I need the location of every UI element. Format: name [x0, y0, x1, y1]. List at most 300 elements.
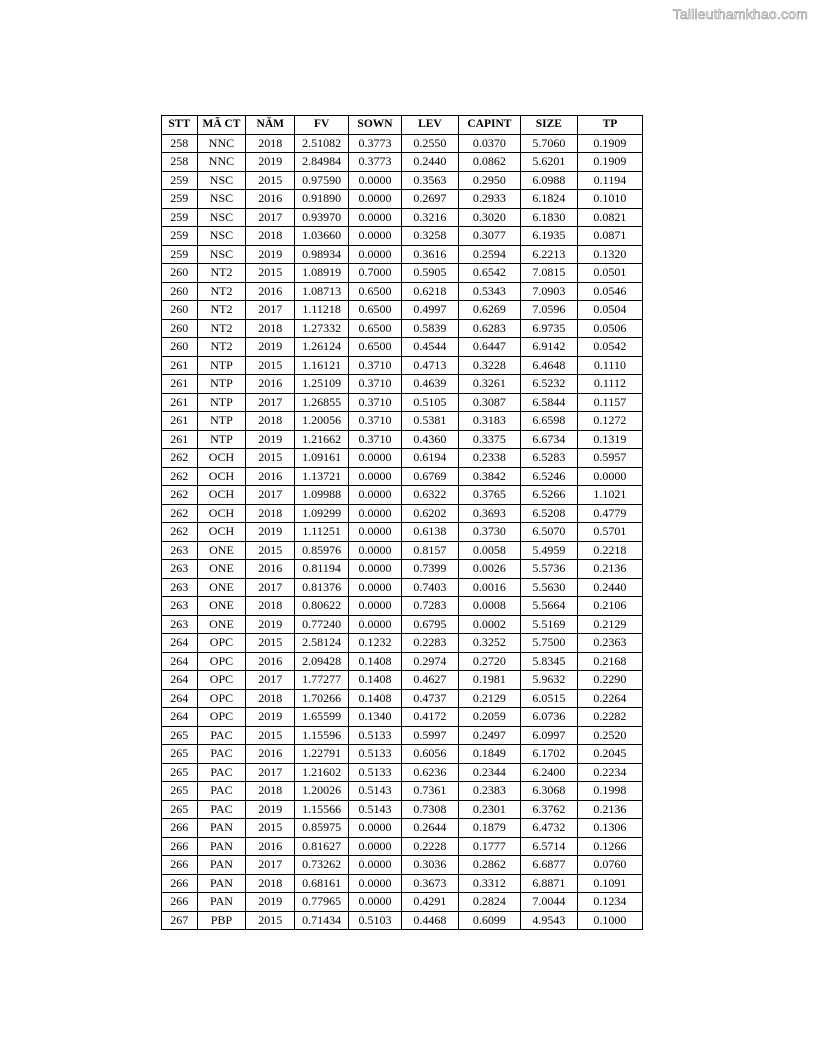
- sown-cell: 0.0000: [349, 171, 402, 190]
- nam-cell: 2016: [246, 190, 295, 209]
- sown-cell: 0.0000: [349, 837, 402, 856]
- lev-cell: 0.6202: [401, 504, 458, 523]
- nam-cell: 2017: [246, 301, 295, 320]
- stt-cell: 262: [162, 486, 198, 505]
- tp-cell: 0.2282: [577, 708, 642, 727]
- sown-cell: 0.5143: [349, 782, 402, 801]
- fv-cell: 1.77277: [295, 671, 349, 690]
- tp-cell: 0.1110: [577, 356, 642, 375]
- table-row: [162, 227, 643, 246]
- fv-cell: 1.09988: [295, 486, 349, 505]
- nam-cell: 2016: [246, 375, 295, 394]
- stt-cell: 261: [162, 430, 198, 449]
- tp-cell: 0.2520: [577, 726, 642, 745]
- lev-cell: 0.6056: [401, 745, 458, 764]
- capint-cell: 0.0058: [458, 541, 520, 560]
- stt-cell: 265: [162, 782, 198, 801]
- table-row: [162, 319, 643, 338]
- sown-cell: 0.1408: [349, 652, 402, 671]
- ma-ct-cell: ONE: [197, 541, 246, 560]
- size-cell: 6.5246: [520, 467, 577, 486]
- nam-cell: 2015: [246, 541, 295, 560]
- nam-cell: 2017: [246, 671, 295, 690]
- fv-cell: 2.84984: [295, 153, 349, 172]
- stt-cell: 260: [162, 319, 198, 338]
- capint-cell: 0.1879: [458, 819, 520, 838]
- sown-cell: 0.0000: [349, 486, 402, 505]
- tp-cell: 0.1998: [577, 782, 642, 801]
- capint-cell: 0.3252: [458, 634, 520, 653]
- size-cell: 6.2213: [520, 245, 577, 264]
- tp-cell: 0.0504: [577, 301, 642, 320]
- tp-cell: 0.0871: [577, 227, 642, 246]
- table-row: [162, 615, 643, 634]
- size-cell: 6.2400: [520, 763, 577, 782]
- fv-cell: 0.77965: [295, 893, 349, 912]
- lev-cell: 0.5105: [401, 393, 458, 412]
- tp-cell: 0.2106: [577, 597, 642, 616]
- tp-cell: 0.2234: [577, 763, 642, 782]
- tp-cell: 0.1320: [577, 245, 642, 264]
- fv-cell: 1.15566: [295, 800, 349, 819]
- capint-cell: 0.3087: [458, 393, 520, 412]
- stt-cell: 266: [162, 856, 198, 875]
- lev-cell: 0.4291: [401, 893, 458, 912]
- ma-ct-cell: ONE: [197, 597, 246, 616]
- sown-cell: 0.5133: [349, 763, 402, 782]
- size-cell: 5.6201: [520, 153, 577, 172]
- capint-cell: 0.2933: [458, 190, 520, 209]
- capint-cell: 0.2301: [458, 800, 520, 819]
- ma-ct-cell: NTP: [197, 430, 246, 449]
- sown-cell: 0.1232: [349, 634, 402, 653]
- nam-cell: 2015: [246, 171, 295, 190]
- sown-cell: 0.1340: [349, 708, 402, 727]
- size-cell: 6.0736: [520, 708, 577, 727]
- tp-cell: 0.1319: [577, 430, 642, 449]
- stt-cell: 261: [162, 375, 198, 394]
- size-cell: 6.4732: [520, 819, 577, 838]
- fv-cell: 0.80622: [295, 597, 349, 616]
- lev-cell: 0.2697: [401, 190, 458, 209]
- tp-cell: 0.2440: [577, 578, 642, 597]
- table-row: [162, 245, 643, 264]
- ma-ct-cell: PAC: [197, 745, 246, 764]
- fv-cell: 0.77240: [295, 615, 349, 634]
- ma-ct-cell: OCH: [197, 449, 246, 468]
- stt-cell: 261: [162, 393, 198, 412]
- stt-cell: 259: [162, 208, 198, 227]
- tp-cell: 0.0506: [577, 319, 642, 338]
- ma-ct-cell: NT2: [197, 282, 246, 301]
- sown-cell: 0.0000: [349, 541, 402, 560]
- nam-cell: 2019: [246, 708, 295, 727]
- capint-cell: 0.1777: [458, 837, 520, 856]
- ma-ct-cell: ONE: [197, 578, 246, 597]
- nam-cell: 2015: [246, 634, 295, 653]
- tp-cell: 0.5957: [577, 449, 642, 468]
- nam-cell: 2015: [246, 819, 295, 838]
- lev-cell: 0.7283: [401, 597, 458, 616]
- lev-cell: 0.5905: [401, 264, 458, 283]
- nam-cell: 2017: [246, 856, 295, 875]
- lev-cell: 0.4737: [401, 689, 458, 708]
- table-row: [162, 301, 643, 320]
- size-cell: 6.0997: [520, 726, 577, 745]
- lev-cell: 0.3563: [401, 171, 458, 190]
- ma-ct-cell: PAN: [197, 893, 246, 912]
- fv-cell: 1.20056: [295, 412, 349, 431]
- lev-cell: 0.6322: [401, 486, 458, 505]
- capint-cell: 0.0862: [458, 153, 520, 172]
- tp-cell: 0.0546: [577, 282, 642, 301]
- capint-cell: 0.3312: [458, 874, 520, 893]
- ma-ct-cell: NTP: [197, 375, 246, 394]
- sown-cell: 0.3710: [349, 356, 402, 375]
- capint-cell: 0.2497: [458, 726, 520, 745]
- lev-cell: 0.7403: [401, 578, 458, 597]
- table-row: [162, 745, 643, 764]
- table-row: [162, 874, 643, 893]
- table-row: [162, 689, 643, 708]
- tp-cell: 0.2045: [577, 745, 642, 764]
- size-cell: 6.1935: [520, 227, 577, 246]
- ma-ct-cell: PAN: [197, 874, 246, 893]
- fv-cell: 1.09299: [295, 504, 349, 523]
- size-cell: 4.9543: [520, 911, 577, 930]
- fv-cell: 1.65599: [295, 708, 349, 727]
- tp-cell: 0.2136: [577, 560, 642, 579]
- stt-cell: 258: [162, 134, 198, 153]
- tp-cell: 0.4779: [577, 504, 642, 523]
- lev-cell: 0.7361: [401, 782, 458, 801]
- table-row: [162, 560, 643, 579]
- stt-cell: 260: [162, 282, 198, 301]
- header-nam: NĂM: [246, 116, 295, 135]
- ma-ct-cell: PAC: [197, 726, 246, 745]
- table-row: [162, 467, 643, 486]
- stt-cell: 263: [162, 597, 198, 616]
- table-row: [162, 819, 643, 838]
- stt-cell: 260: [162, 301, 198, 320]
- lev-cell: 0.5839: [401, 319, 458, 338]
- sown-cell: 0.0000: [349, 560, 402, 579]
- fv-cell: 0.85976: [295, 541, 349, 560]
- fv-cell: 1.16121: [295, 356, 349, 375]
- size-cell: 5.5736: [520, 560, 577, 579]
- sown-cell: 0.0000: [349, 208, 402, 227]
- lev-cell: 0.3216: [401, 208, 458, 227]
- nam-cell: 2015: [246, 264, 295, 283]
- sown-cell: 0.3773: [349, 153, 402, 172]
- size-cell: 6.5208: [520, 504, 577, 523]
- tp-cell: 0.2290: [577, 671, 642, 690]
- capint-cell: 0.0002: [458, 615, 520, 634]
- table-row: [162, 282, 643, 301]
- table-row: [162, 597, 643, 616]
- fv-cell: 1.21602: [295, 763, 349, 782]
- tp-cell: 0.1112: [577, 375, 642, 394]
- tp-cell: 0.1234: [577, 893, 642, 912]
- ma-ct-cell: OPC: [197, 634, 246, 653]
- nam-cell: 2018: [246, 227, 295, 246]
- nam-cell: 2019: [246, 338, 295, 357]
- capint-cell: 0.3228: [458, 356, 520, 375]
- ma-ct-cell: OCH: [197, 523, 246, 542]
- capint-cell: 0.2129: [458, 689, 520, 708]
- lev-cell: 0.4639: [401, 375, 458, 394]
- sown-cell: 0.0000: [349, 523, 402, 542]
- capint-cell: 0.6283: [458, 319, 520, 338]
- lev-cell: 0.3258: [401, 227, 458, 246]
- sown-cell: 0.6500: [349, 319, 402, 338]
- capint-cell: 0.2862: [458, 856, 520, 875]
- table-row: [162, 153, 643, 172]
- lev-cell: 0.2644: [401, 819, 458, 838]
- fv-cell: 2.09428: [295, 652, 349, 671]
- size-cell: 5.9632: [520, 671, 577, 690]
- ma-ct-cell: PAC: [197, 800, 246, 819]
- size-cell: 6.3762: [520, 800, 577, 819]
- capint-cell: 0.2338: [458, 449, 520, 468]
- table-row: [162, 208, 643, 227]
- ma-ct-cell: PBP: [197, 911, 246, 930]
- nam-cell: 2017: [246, 393, 295, 412]
- table-row: [162, 782, 643, 801]
- table-row: [162, 412, 643, 431]
- ma-ct-cell: NT2: [197, 264, 246, 283]
- stt-cell: 263: [162, 578, 198, 597]
- ma-ct-cell: PAC: [197, 782, 246, 801]
- ma-ct-cell: OPC: [197, 689, 246, 708]
- lev-cell: 0.2550: [401, 134, 458, 153]
- nam-cell: 2019: [246, 153, 295, 172]
- table-row: [162, 578, 643, 597]
- lev-cell: 0.6236: [401, 763, 458, 782]
- sown-cell: 0.6500: [349, 301, 402, 320]
- tp-cell: 0.1000: [577, 911, 642, 930]
- stt-cell: 264: [162, 652, 198, 671]
- capint-cell: 0.0008: [458, 597, 520, 616]
- table-row: [162, 652, 643, 671]
- stt-cell: 264: [162, 708, 198, 727]
- table-row: [162, 837, 643, 856]
- sown-cell: 0.0000: [349, 893, 402, 912]
- table-row: [162, 171, 643, 190]
- lev-cell: 0.4997: [401, 301, 458, 320]
- tp-cell: 0.1306: [577, 819, 642, 838]
- lev-cell: 0.5997: [401, 726, 458, 745]
- stt-cell: 265: [162, 800, 198, 819]
- ma-ct-cell: NNC: [197, 134, 246, 153]
- capint-cell: 0.2059: [458, 708, 520, 727]
- sown-cell: 0.5103: [349, 911, 402, 930]
- table-row: [162, 523, 643, 542]
- capint-cell: 0.3020: [458, 208, 520, 227]
- tp-cell: 0.1091: [577, 874, 642, 893]
- size-cell: 6.4648: [520, 356, 577, 375]
- size-cell: 6.6734: [520, 430, 577, 449]
- size-cell: 5.5169: [520, 615, 577, 634]
- tp-cell: 0.1272: [577, 412, 642, 431]
- size-cell: 5.7060: [520, 134, 577, 153]
- table-row: [162, 671, 643, 690]
- nam-cell: 2015: [246, 356, 295, 375]
- capint-cell: 0.0016: [458, 578, 520, 597]
- sown-cell: 0.0000: [349, 245, 402, 264]
- nam-cell: 2019: [246, 800, 295, 819]
- size-cell: 7.0903: [520, 282, 577, 301]
- nam-cell: 2016: [246, 745, 295, 764]
- table-row: [162, 264, 643, 283]
- fv-cell: 0.81194: [295, 560, 349, 579]
- stt-cell: 263: [162, 541, 198, 560]
- size-cell: 5.5664: [520, 597, 577, 616]
- table-row: [162, 486, 643, 505]
- fv-cell: 0.81627: [295, 837, 349, 856]
- table-row: [162, 338, 643, 357]
- size-cell: 6.6877: [520, 856, 577, 875]
- sown-cell: 0.5133: [349, 726, 402, 745]
- table-header-row: [162, 116, 643, 135]
- size-cell: 6.0515: [520, 689, 577, 708]
- ma-ct-cell: ONE: [197, 615, 246, 634]
- header-stt: STT: [162, 116, 198, 135]
- fv-cell: 1.25109: [295, 375, 349, 394]
- stt-cell: 261: [162, 412, 198, 431]
- sown-cell: 0.0000: [349, 190, 402, 209]
- size-cell: 6.1830: [520, 208, 577, 227]
- size-cell: 6.1702: [520, 745, 577, 764]
- sown-cell: 0.5143: [349, 800, 402, 819]
- size-cell: 6.5266: [520, 486, 577, 505]
- stt-cell: 264: [162, 689, 198, 708]
- size-cell: 6.5232: [520, 375, 577, 394]
- fv-cell: 2.58124: [295, 634, 349, 653]
- fv-cell: 1.13721: [295, 467, 349, 486]
- tp-cell: 0.2168: [577, 652, 642, 671]
- lev-cell: 0.4713: [401, 356, 458, 375]
- table-row: [162, 356, 643, 375]
- fv-cell: 0.68161: [295, 874, 349, 893]
- sown-cell: 0.0000: [349, 819, 402, 838]
- table-body: [162, 134, 643, 930]
- stt-cell: 259: [162, 227, 198, 246]
- table-row: [162, 375, 643, 394]
- ma-ct-cell: ONE: [197, 560, 246, 579]
- stt-cell: 259: [162, 190, 198, 209]
- fv-cell: 1.15596: [295, 726, 349, 745]
- lev-cell: 0.2440: [401, 153, 458, 172]
- stt-cell: 262: [162, 467, 198, 486]
- header-tp: TP: [577, 116, 642, 135]
- header-size: SIZE: [520, 116, 577, 135]
- sown-cell: 0.6500: [349, 282, 402, 301]
- size-cell: 6.6598: [520, 412, 577, 431]
- nam-cell: 2018: [246, 689, 295, 708]
- stt-cell: 258: [162, 153, 198, 172]
- nam-cell: 2018: [246, 504, 295, 523]
- stt-cell: 260: [162, 338, 198, 357]
- tp-cell: 0.5701: [577, 523, 642, 542]
- ma-ct-cell: OPC: [197, 652, 246, 671]
- ma-ct-cell: OCH: [197, 467, 246, 486]
- nam-cell: 2017: [246, 208, 295, 227]
- stt-cell: 259: [162, 171, 198, 190]
- capint-cell: 0.2344: [458, 763, 520, 782]
- nam-cell: 2015: [246, 911, 295, 930]
- ma-ct-cell: PAN: [197, 837, 246, 856]
- fv-cell: 0.73262: [295, 856, 349, 875]
- lev-cell: 0.6194: [401, 449, 458, 468]
- capint-cell: 0.3375: [458, 430, 520, 449]
- size-cell: 7.0044: [520, 893, 577, 912]
- tp-cell: 0.2363: [577, 634, 642, 653]
- sown-cell: 0.6500: [349, 338, 402, 357]
- capint-cell: 0.1849: [458, 745, 520, 764]
- fv-cell: 1.26124: [295, 338, 349, 357]
- capint-cell: 0.0026: [458, 560, 520, 579]
- stt-cell: 266: [162, 874, 198, 893]
- size-cell: 6.1824: [520, 190, 577, 209]
- lev-cell: 0.4172: [401, 708, 458, 727]
- sown-cell: 0.1408: [349, 689, 402, 708]
- nam-cell: 2016: [246, 560, 295, 579]
- table-row: [162, 911, 643, 930]
- ma-ct-cell: PAN: [197, 819, 246, 838]
- nam-cell: 2016: [246, 652, 295, 671]
- tp-cell: 0.1909: [577, 134, 642, 153]
- lev-cell: 0.4468: [401, 911, 458, 930]
- capint-cell: 0.2950: [458, 171, 520, 190]
- table-row: [162, 726, 643, 745]
- nam-cell: 2016: [246, 837, 295, 856]
- size-cell: 6.9735: [520, 319, 577, 338]
- stt-cell: 266: [162, 819, 198, 838]
- stt-cell: 263: [162, 560, 198, 579]
- lev-cell: 0.4360: [401, 430, 458, 449]
- ma-ct-cell: NSC: [197, 190, 246, 209]
- sown-cell: 0.0000: [349, 615, 402, 634]
- capint-cell: 0.3730: [458, 523, 520, 542]
- size-cell: 7.0815: [520, 264, 577, 283]
- ma-ct-cell: NT2: [197, 338, 246, 357]
- sown-cell: 0.0000: [349, 874, 402, 893]
- lev-cell: 0.3616: [401, 245, 458, 264]
- ma-ct-cell: OPC: [197, 708, 246, 727]
- sown-cell: 0.3773: [349, 134, 402, 153]
- capint-cell: 0.3183: [458, 412, 520, 431]
- stt-cell: 263: [162, 615, 198, 634]
- fv-cell: 1.11218: [295, 301, 349, 320]
- sown-cell: 0.3710: [349, 393, 402, 412]
- sown-cell: 0.1408: [349, 671, 402, 690]
- sown-cell: 0.3710: [349, 412, 402, 431]
- nam-cell: 2019: [246, 245, 295, 264]
- ma-ct-cell: NTP: [197, 393, 246, 412]
- size-cell: 6.8871: [520, 874, 577, 893]
- tp-cell: 0.1266: [577, 837, 642, 856]
- nam-cell: 2018: [246, 134, 295, 153]
- fv-cell: 0.93970: [295, 208, 349, 227]
- sown-cell: 0.3710: [349, 375, 402, 394]
- tp-cell: 0.0501: [577, 264, 642, 283]
- stt-cell: 264: [162, 671, 198, 690]
- stt-cell: 265: [162, 726, 198, 745]
- fv-cell: 0.81376: [295, 578, 349, 597]
- capint-cell: 0.0370: [458, 134, 520, 153]
- nam-cell: 2019: [246, 893, 295, 912]
